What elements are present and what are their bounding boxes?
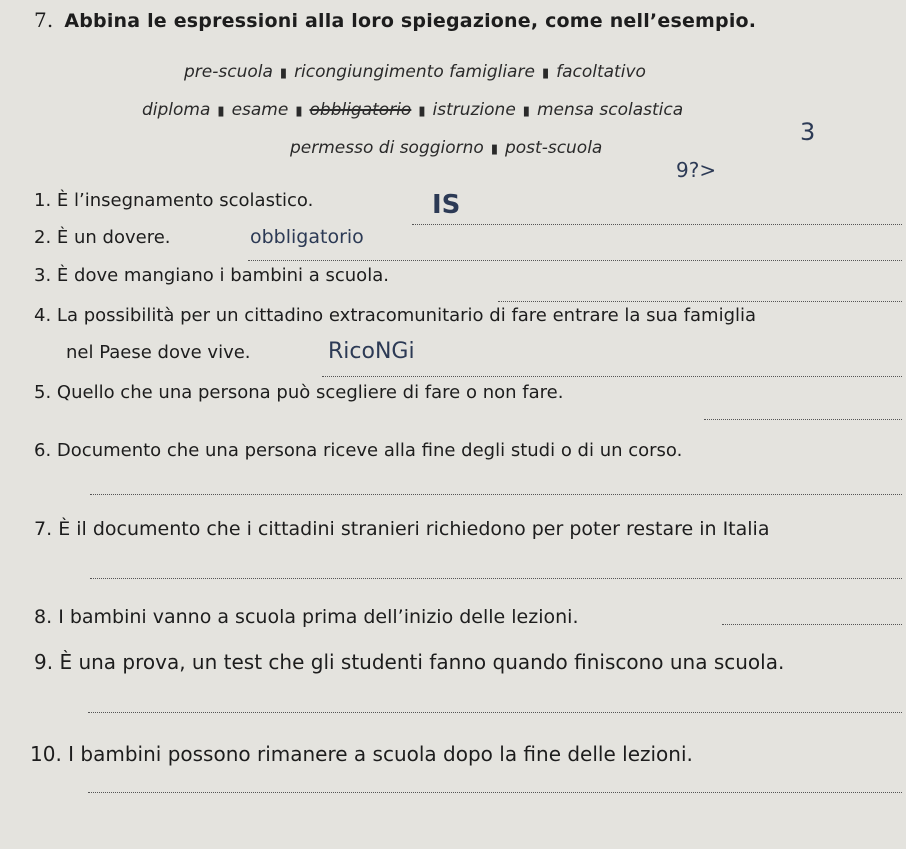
answer-line-5[interactable] — [704, 419, 902, 420]
question-text: È dove mangiano i bambini a scuola. — [56, 265, 389, 286]
answer-line-7[interactable] — [90, 578, 902, 579]
question-text: È il documento che i cittadini stranieri richiedono per poter restare in Italia — [58, 518, 770, 540]
answer-line-10[interactable] — [88, 792, 902, 793]
handwritten-mark: 9?> — [676, 158, 717, 182]
question-text: La possibilità per un cittadino extracomunitario di fare entrare la sua famiglia — [56, 305, 757, 326]
word-bank-term: mensa scolastica — [536, 100, 684, 120]
question-8 — [34, 606, 578, 628]
question-text: Quello che una persona può scegliere di fare o non fare. — [56, 382, 564, 403]
word-bank-term: istruzione — [432, 100, 516, 120]
word-bank-term: permesso di soggiorno — [290, 138, 484, 158]
question-text: È un dovere. — [56, 227, 171, 248]
question-number: 3. — [34, 265, 52, 286]
word-bank-term: facoltativo — [556, 62, 646, 82]
question-text: È l’insegnamento scolastico. — [56, 190, 314, 211]
exercise-title — [34, 8, 756, 32]
answer-line-8[interactable] — [722, 624, 902, 625]
handwritten-answer-4: RicoNGi — [328, 339, 415, 364]
answer-line-6[interactable] — [90, 494, 902, 495]
answer-line-9[interactable] — [88, 712, 902, 713]
exercise-number: 7. — [34, 8, 54, 32]
word-bank-line-2 — [142, 100, 683, 120]
handwritten-mark: 3 — [800, 118, 816, 146]
answer-line-1[interactable] — [412, 224, 902, 225]
question-text: È una prova, un test che gli studenti fanno quando finiscono una scuola. — [59, 650, 785, 674]
word-bank-line-1 — [184, 62, 646, 82]
handwritten-answer-2: obbligatorio — [250, 226, 364, 248]
question-number: 7. — [34, 518, 53, 540]
word-bank-separator: ▮ — [490, 142, 498, 157]
question-3 — [34, 265, 389, 286]
word-bank-separator: ▮ — [279, 66, 288, 81]
word-bank-line-3 — [290, 138, 602, 158]
word-bank-separator: ▮ — [418, 104, 426, 119]
question-6 — [34, 440, 682, 461]
word-bank-term: pre-scuola — [184, 62, 273, 82]
word-bank-term: ricongiungimento famigliare — [294, 62, 535, 82]
question-4-continuation: nel Paese dove vive. — [66, 342, 251, 363]
question-number: 4. — [34, 305, 52, 326]
question-5 — [34, 382, 563, 403]
word-bank-term: post-scuola — [504, 138, 603, 158]
question-number: 8. — [34, 606, 53, 628]
question-number: 5. — [34, 382, 52, 403]
question-text: I bambini vanno a scuola prima dell’inizio delle lezioni. — [58, 606, 579, 628]
question-number: 2. — [34, 227, 52, 248]
word-bank-separator: ▮ — [217, 104, 225, 119]
question-1 — [34, 190, 313, 211]
question-9 — [34, 650, 784, 674]
answer-line-2[interactable] — [248, 260, 902, 261]
question-7 — [34, 518, 769, 540]
word-bank-term: obbligatorio — [309, 100, 412, 120]
word-bank-separator: ▮ — [522, 104, 530, 119]
word-bank-separator: ▮ — [295, 104, 303, 119]
word-bank-term: diploma — [142, 100, 211, 120]
question-number: 10. — [30, 742, 62, 766]
question-number: 9. — [34, 650, 54, 674]
question-number: 1. — [34, 190, 52, 211]
answer-line-3[interactable] — [498, 301, 902, 302]
question-number: 6. — [34, 440, 52, 461]
question-text: Documento che una persona riceve alla fine degli studi o di un corso. — [56, 440, 683, 461]
handwritten-answer-1: IS — [432, 190, 461, 220]
question-text: I bambini possono rimanere a scuola dopo la fine delle lezioni. — [68, 742, 693, 766]
word-bank-term: esame — [231, 100, 289, 120]
question-4 — [34, 305, 756, 326]
question-10 — [30, 742, 693, 766]
answer-line-4[interactable] — [322, 376, 902, 377]
word-bank-separator: ▮ — [541, 66, 550, 81]
exercise-instruction: Abbina le espressioni alla loro spiegazione, come nell’esempio. — [64, 10, 757, 32]
question-2 — [34, 227, 171, 248]
